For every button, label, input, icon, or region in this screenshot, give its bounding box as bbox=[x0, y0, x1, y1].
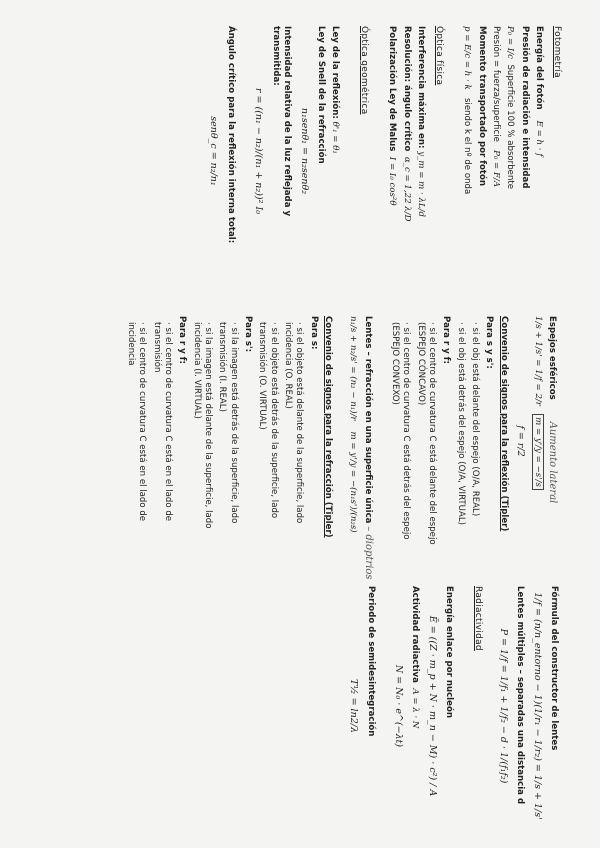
list-item: · si el obj está delante del espejo (O/A, REAL) bbox=[470, 322, 481, 517]
aumento-note: Aumento lateral bbox=[547, 421, 558, 504]
dioptrio-note: – dioptrios bbox=[362, 526, 374, 580]
para-s-refr-label: Para s: bbox=[308, 316, 319, 350]
list-item: · si el centro de curvatura C está en el lado de transmisión bbox=[151, 322, 173, 522]
convenio-reflexion-title: Convenio de signos para la reflexión (Tipler) bbox=[498, 316, 509, 532]
espejos-formula-3: f = r/2 bbox=[515, 425, 527, 457]
enlace-label: Energía enlace por nucleón bbox=[444, 586, 455, 718]
presion2-label: Presión = fuerza/superficie bbox=[491, 26, 502, 142]
periodo-formula: T½ = ln2/λ bbox=[348, 679, 360, 733]
resolucion-formula: α_c = 1,22 λ/D bbox=[401, 156, 412, 222]
lentes-multiples-formula: P = 1/f = 1/f₁ + 1/f₂ − d · 1/(f₁f₂) bbox=[497, 628, 509, 784]
list-item: · si el centro de curvatura C está detrás del espejo (ESPEJO CONVEXO) bbox=[390, 322, 412, 540]
section-title-optica-geometrica: Óptica geométrica bbox=[359, 26, 370, 115]
energia-label: Energía del fotón bbox=[534, 26, 545, 110]
presion2-formula: P₀ = F/A bbox=[491, 150, 502, 188]
angulo-critico-label: Ángulo crítico para la reflexión interna total: bbox=[225, 26, 236, 244]
section-title-optica-fisica: Óptica física bbox=[434, 26, 445, 86]
lentes-formula-1: n₁/s + n₂/s' = (n₂ − n₁)/r bbox=[348, 316, 359, 421]
espejos-formula-2: m = y'/y = −s'/s bbox=[532, 414, 544, 490]
presion-formula: P₀ = I/c bbox=[505, 26, 516, 59]
interferencia-label: Interferencia máxima en: bbox=[416, 26, 427, 149]
momento-note: siendo k el nº de onda bbox=[462, 97, 473, 195]
presion-label: Presión de radiación e intensidad bbox=[519, 26, 530, 189]
lentes-title: Lentes – refracción en una superficie única bbox=[362, 316, 373, 524]
section-title-fotometria: Fotometría bbox=[552, 26, 562, 78]
para-s-label: Para s y s': bbox=[484, 316, 495, 369]
list-item: · si el centro de curvatura C está delante del espejo (ESPEJO CÓNCAVO) bbox=[415, 322, 438, 545]
para-rf-refr-label: Para r y f: bbox=[177, 316, 188, 364]
reflexion-label: Ley de la reflexión: bbox=[330, 26, 341, 119]
list-item: · si el centro de curvatura C está en el lado de incidencia bbox=[125, 322, 148, 522]
actividad-formula: A = λ · N bbox=[410, 688, 421, 729]
list-item: · si el obj está detrás del espejo (O/A, VIRTUAL) bbox=[455, 322, 466, 525]
constructor-formula: 1/f = (n/n_entorno − 1)(1/r₁ − 1/r₂) = 1/s + 1/s' bbox=[531, 592, 543, 820]
column-constructor-radiactividad bbox=[342, 586, 562, 826]
espejos-title: Espejos esféricos bbox=[547, 316, 557, 400]
list-item: · si el objeto está detrás de la superficie, lado transmisión (O. VIRTUAL) bbox=[257, 322, 279, 519]
intensidad-label: Intensidad relativa de la luz reflejada y transmitida: bbox=[270, 26, 293, 217]
intensidad-formula: r = ((n₁ − n₂)/(n₁ + n₂))² I₀ bbox=[253, 87, 265, 215]
constructor-title: Fórmula del constructor de lentes bbox=[549, 586, 559, 751]
momento-formula: p = E/c = h · k bbox=[462, 26, 473, 90]
presion-note: Superficie 100 % absorbente bbox=[505, 64, 516, 190]
resolucion-label: Resolución: ángulo crítico bbox=[401, 26, 412, 152]
rotated-content bbox=[2, 26, 562, 826]
interferencia-formula: y_m = m · λL/d bbox=[416, 151, 427, 218]
angulo-critico-formula: senθ_c = n₂/n₁ bbox=[208, 116, 220, 186]
convenio-refraccion-title: Convenio de signos para la refracción (Tipler) bbox=[323, 316, 333, 538]
energia-formula: E = h · f bbox=[534, 120, 545, 157]
snell-formula: n₁senθ₁ = n₂senθ₂ bbox=[298, 107, 310, 195]
lentes-multiples-title: Lentes múltiples – separadas una distancia d bbox=[515, 586, 526, 805]
periodo-label: Periodo de semidesintegración bbox=[365, 586, 376, 737]
para-s2-label: Para s': bbox=[242, 316, 253, 353]
list-item: · si la imagen está detrás de la superficie, lado transmisión (I. REAL) bbox=[217, 322, 239, 524]
column-fotometria-optica bbox=[202, 26, 562, 276]
lentes-formula-2: m = y'/y = −(n₁s')/(n₂s) bbox=[348, 431, 359, 533]
reflexion-formula: θ'₁ = θ₁ bbox=[330, 121, 341, 154]
actividad-label: Actividad radiactiva bbox=[410, 586, 421, 683]
momento-label: Momento transportado por fotón bbox=[476, 26, 487, 187]
snell-label: Ley de Snell de la refracción bbox=[315, 26, 326, 164]
para-rf-label: Para r y f: bbox=[441, 316, 452, 364]
section-title-radiactividad: Radiactividad bbox=[473, 586, 484, 651]
decay-formula: N = N₀ · e^(−λt) bbox=[393, 664, 405, 748]
column-espejos-lentes bbox=[122, 316, 563, 580]
espejos-formula-1: 1/s + 1/s' = 1/f = 2/r bbox=[532, 316, 543, 406]
polarizacion-label: Polarización Ley de Malus bbox=[387, 26, 398, 152]
enlace-formula: Ē = ((Z · m_p + N · m_n − M) · c²) / A bbox=[427, 615, 439, 797]
list-item: · si la imagen está delante de la superficie, lado incidencia (I. VIRTUAL) bbox=[191, 322, 213, 529]
polarizacion-formula: I = I₀ cos²θ bbox=[387, 156, 398, 206]
list-item: · si el objeto está delante de la superficie, lado incidencia (O. REAL) bbox=[282, 322, 305, 524]
